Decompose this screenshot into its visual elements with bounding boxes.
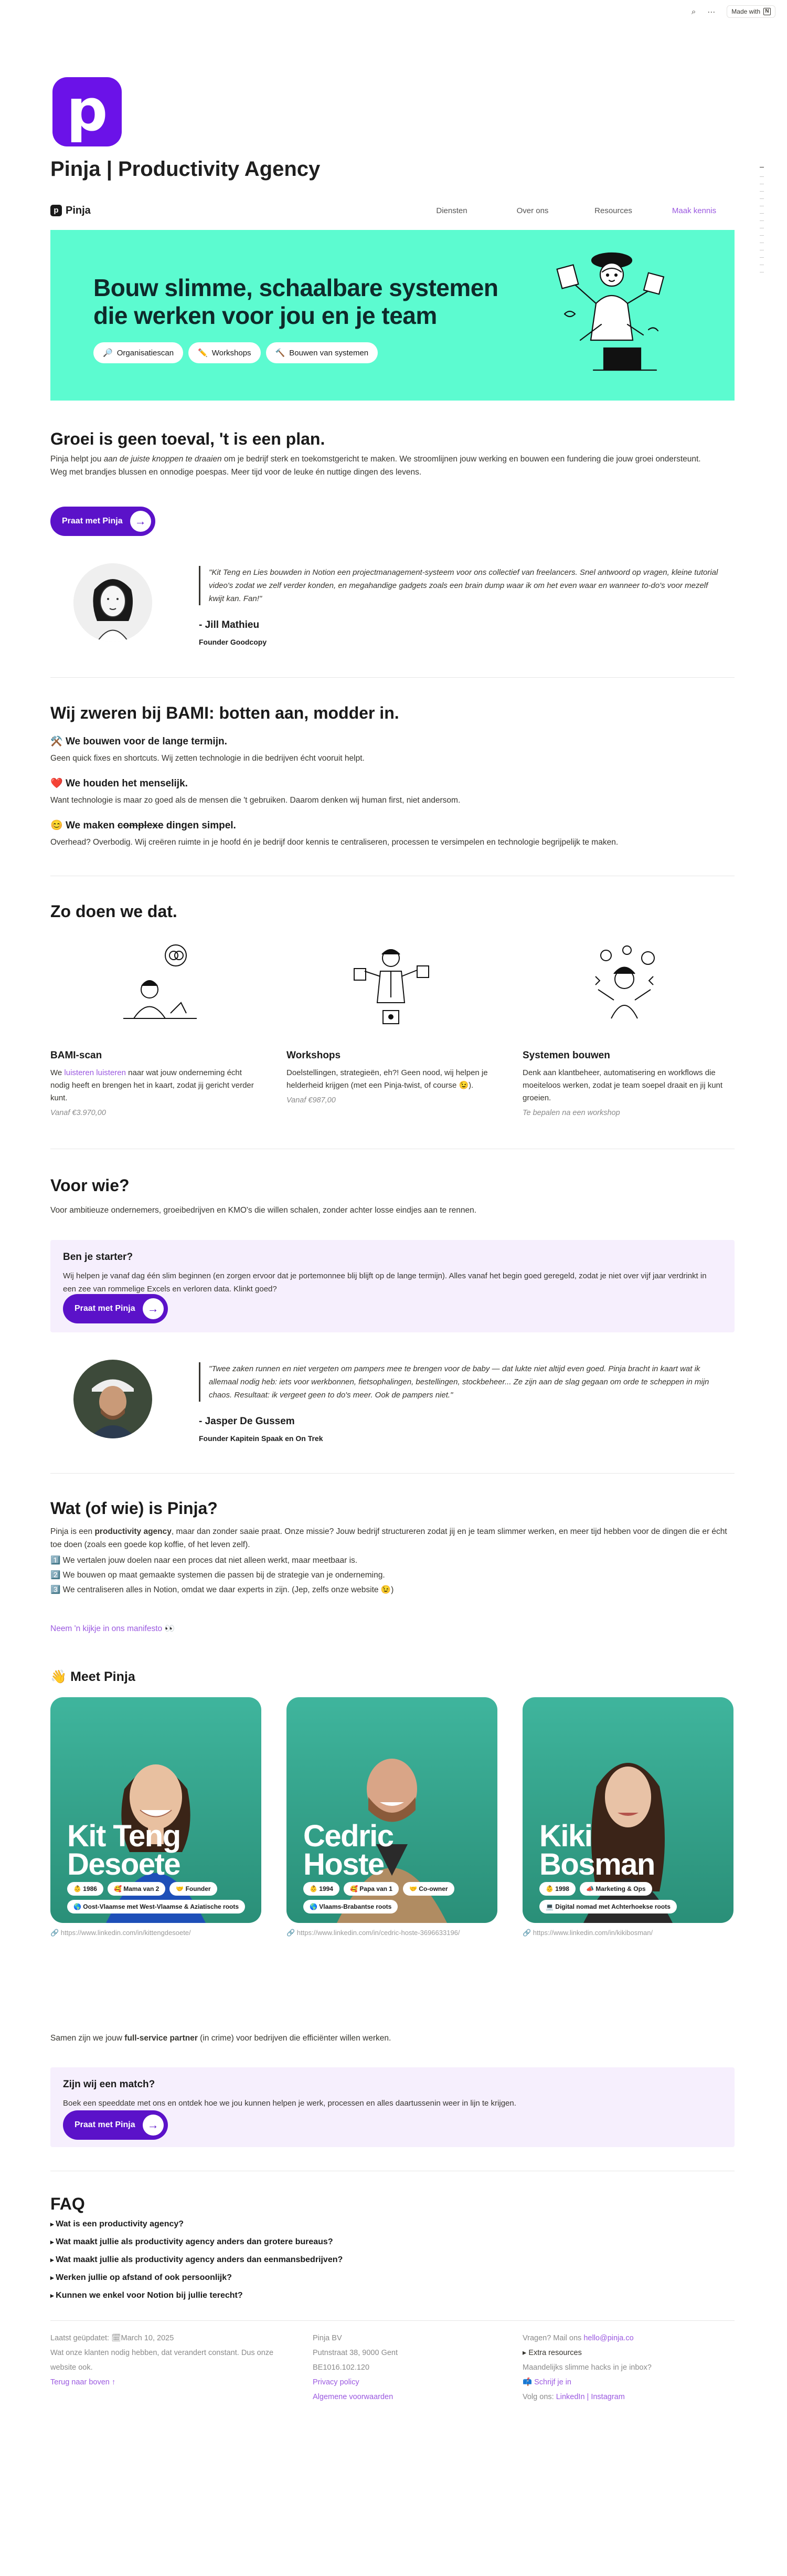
testimonial-role-1: Founder Goodcopy: [199, 638, 267, 646]
about-list-1: [50, 1554, 735, 1567]
team-card-kiki: [523, 1697, 733, 1923]
faq-title: FAQ: [50, 2194, 85, 2213]
search-icon[interactable]: ⌕: [691, 7, 696, 16]
pill-label: Workshops: [211, 348, 251, 358]
bami-item-2-heading: We houden het menselijk.: [65, 778, 188, 789]
company-vat: BE1016.102.120: [313, 2363, 370, 2372]
section-divider: [50, 677, 735, 678]
nav-item-diensten[interactable]: Diensten: [436, 206, 467, 215]
member-name: [67, 1819, 180, 1881]
follow-label: Volg ons:: [523, 2393, 556, 2401]
logo-letter: p: [66, 77, 108, 144]
service-price: Te bepalen na een workshop: [523, 1109, 620, 1117]
made-with-label: Made with: [731, 8, 760, 15]
nav-logo[interactable]: [50, 205, 91, 217]
arrow-right-icon: →: [143, 1298, 164, 1319]
mail-link[interactable]: hello@pinja.co: [583, 2334, 634, 2342]
bami-item-1-text: Geen quick fixes en shortcuts. Wij zetten technologie in die bedrijven écht vooruit helpt.: [50, 754, 365, 763]
hero-heading: [93, 274, 498, 330]
linkedin-link-kiki[interactable]: 🔗 https://www.linkedin.com/in/kikibosman/: [523, 1929, 653, 1937]
toc-marker[interactable]: [760, 213, 764, 214]
tag-family: 🥰 Mama van 2: [108, 1882, 165, 1896]
heart-icon: ❤️: [50, 778, 63, 789]
service-desc-b: naar wat jouw onderneming écht nodig heeft en brengen het in kaart, zodat jij gericht verder kunt.: [50, 1068, 254, 1102]
testimonial-name-1: - Jill Mathieu: [199, 619, 260, 630]
meet-pinja-title: 👋 Meet Pinja: [50, 1669, 135, 1684]
services-title: Zo doen we dat.: [50, 902, 177, 921]
portrait-sketch: [73, 563, 152, 642]
pill-organisatiescan[interactable]: [93, 342, 183, 363]
mail-line: [523, 2331, 732, 2346]
number-1-icon: 1️⃣: [50, 1556, 61, 1565]
praat-met-pinja-button[interactable]: [63, 1294, 168, 1323]
team-card-cedric: [286, 1697, 497, 1923]
site-navigation: [50, 198, 735, 223]
bami-item-1-title: [50, 735, 227, 748]
partner-text-a: Samen zijn we jouw: [50, 2034, 125, 2043]
hammer-icon: 🔨: [275, 349, 285, 358]
tag-roots: 💻 Digital nomad met Achterhoekse roots: [539, 1900, 677, 1913]
footer-blurb: Wat onze klanten nodig hebben, dat verandert constant. Dus onze website ook.: [50, 2349, 274, 2372]
subscribe-link[interactable]: 📫 Schrijf je in: [523, 2378, 571, 2386]
workshops-illustration: [346, 940, 441, 1034]
testimonial-role-2: Founder Kapitein Spaak en On Trek: [199, 1434, 323, 1443]
bami-item-3-heading-a: We maken: [65, 820, 118, 831]
toc-marker[interactable]: [760, 257, 764, 258]
company-address: Putnstraat 38, 9000 Gent: [313, 2349, 398, 2357]
pencil-icon: ✏️: [198, 349, 208, 358]
luisteren-link[interactable]: luisteren luisteren: [64, 1068, 126, 1077]
service-card-bami-scan[interactable]: [50, 1050, 260, 1117]
number-2-icon: 2️⃣: [50, 1571, 61, 1580]
linkedin-link-cedric[interactable]: 🔗 https://www.linkedin.com/in/cedric-hoste-3696633196/: [286, 1929, 460, 1937]
partner-text-c: (in crime) voor bedrijven die efficiënter willen werken.: [197, 2034, 391, 2043]
voor-wie-text: Voor ambitieuze ondernemers, groeibedrijven en KMO's die willen schalen, zonder achter losse eindjes aan te rennen.: [50, 1206, 477, 1215]
nav-logo-text: Pinja: [66, 204, 91, 216]
footer-col-2: [313, 2331, 502, 2404]
member-name: [303, 1819, 393, 1881]
portrait-photo: [73, 1360, 152, 1438]
intro-title: Groei is geen toeval, 't is een plan.: [50, 429, 325, 448]
faq-toggle-2[interactable]: ▸ Wat maakt jullie als productivity agency anders dan grotere bureaus?: [50, 2237, 333, 2247]
bami-item-3-heading-b: dingen simpel.: [163, 820, 236, 831]
privacy-policy-link[interactable]: Privacy policy: [313, 2378, 359, 2386]
service-card-workshops[interactable]: [286, 1050, 496, 1105]
tag-birth-year: 👶 1994: [303, 1882, 339, 1896]
hero-heading-line1: Bouw slimme, schaalbare systemen: [93, 274, 498, 301]
about-title: Wat (of wie) is Pinja?: [50, 1499, 218, 1518]
toc-marker[interactable]: [760, 198, 764, 199]
manifesto-link[interactable]: Neem 'n kijkje in ons manifesto 👀: [50, 1624, 175, 1633]
bami-item-3-text: Overhead? Overbodig. Wij creëren ruimte in je hoofd én je bedrijf door kennis te centraliseren, processen te versimpelen en technologie begrijpelijk te maken.: [50, 838, 619, 847]
bami-item-2-title: [50, 777, 188, 790]
service-price: Vanaf €3.970,00: [50, 1109, 106, 1117]
bami-item-2-text: Want technologie is maar zo goed als de mensen die 't gebruiken. Daarom denken wij human first, niet andersom.: [50, 796, 461, 805]
service-desc: Denk aan klantbeheer, automatisering en workflows die moeiteloos werken, zodat je team soepel draait en jij kunt groeien.: [523, 1068, 723, 1102]
bami-item-3-strike: complexe: [117, 820, 164, 831]
member-last-name: Desoete: [67, 1847, 180, 1881]
tag-roots: 🌎 Vlaams-Brabantse roots: [303, 1900, 398, 1913]
made-with-notion-badge[interactable]: [727, 5, 775, 18]
section-divider: [50, 1473, 735, 1474]
more-options-icon[interactable]: ···: [707, 7, 716, 16]
callout-title: Ben je starter?: [63, 1252, 133, 1263]
about-p1-c: , maar dan zonder saaie praat. Onze missie? Jouw bedrijf structureren zodat jij en je team slimmer werken, en meer tijd hebben voor de dingen die er écht toe doen (zoals een goede kop koffie, of het leven zelf).: [50, 1527, 727, 1549]
notion-logo-icon: N: [763, 8, 771, 15]
voor-wie-title: Voor wie?: [50, 1176, 130, 1195]
tag-role: 🤝 Co-owner: [403, 1882, 454, 1896]
toc-marker[interactable]: [760, 235, 764, 236]
nav-item-resources[interactable]: Resources: [594, 206, 632, 215]
intro-line2: Weg met brandjes blussen en onnodige poespas. Meer tijd voor de leuke én nuttige dingen des levens.: [50, 468, 422, 477]
faq-toggle-4[interactable]: ▸ Werken jullie op afstand of ook persoonlijk?: [50, 2273, 232, 2283]
service-desc-a: We: [50, 1068, 65, 1077]
about-list-text: We vertalen jouw doelen naar een proces dat niet alleen werkt, maar meetbaar is.: [62, 1556, 358, 1565]
tag-role: 📣 Marketing & Ops: [580, 1882, 652, 1896]
footer-col-1: [50, 2331, 292, 2390]
pill-bouwen[interactable]: [266, 342, 378, 363]
magnifier-icon: 🔎: [103, 349, 113, 358]
testimonial-quote-1: "Kit Teng en Lies bouwden in Notion een projectmanagement-systeem voor ons collectief van freelancers. Snel antwoord op vragen, kleine tutorial video's zodat we zelf verder konden, en megahandige gadgets zoals een brain dump waar ik om het even waar en wanneer to-do's voor mezelf kwijt kan. Fan!": [199, 566, 724, 605]
partner-text-bold: full-service partner: [124, 2034, 198, 2043]
smile-icon: 😊: [50, 820, 63, 831]
avatar-jasper-de-gussem: [73, 1360, 152, 1438]
faq-toggle-5[interactable]: ▸ Kunnen we enkel voor Notion bij jullie terecht?: [50, 2291, 243, 2300]
button-label: Praat met Pinja: [62, 517, 123, 525]
about-list-2: [50, 1569, 735, 1582]
service-title: Workshops: [286, 1050, 341, 1061]
arrow-right-icon: →: [143, 2115, 164, 2136]
intro-text: [50, 453, 735, 479]
pill-workshops[interactable]: [188, 342, 260, 363]
service-desc: [50, 1067, 260, 1105]
testimonial-quote-2: "Twee zaken runnen en niet vergeten om pampers mee te brengen voor de baby — dat lukte niet altijd even goed. Pinja bracht in kaart wat ik allemaal nodig heb: iets voor werkbonnen, fietsophalingen, bestellingen, stockbeheer... Ze zijn aan de slag gegaan om orde te scheppen in mijn chaos. Resultaat: ik vergeet geen to do's meer. Ook de pampers niet.": [199, 1362, 724, 1402]
toc-marker[interactable]: [760, 191, 764, 192]
intro-line1-b: om je bedrijf sterk en toekomstgericht te maken. We stroomlijnen jouw werking en bouwen een fundering die jouw groei ondersteunt.: [221, 455, 701, 464]
member-last-name: Hoste: [303, 1847, 384, 1881]
about-list-text: We bouwen op maat gemaakte systemen die passen bij de strategie van je onderneming.: [62, 1571, 385, 1580]
systemen-illustration: [580, 940, 674, 1034]
follow-line: [523, 2390, 732, 2404]
hero-banner: [50, 230, 735, 401]
nav-cta-maak-kennis[interactable]: Maak kennis: [672, 206, 717, 215]
about-list-text: We centraliseren alles in Notion, omdat we daar experts in zijn. (Jep, zelfs onze website 😉): [62, 1585, 394, 1594]
service-desc: Doelstellingen, strategieën, eh?! Geen nood, wij helpen je helderheid krijgen (met een Pinja-twist, of course 😉).: [286, 1068, 488, 1090]
bami-title: Wij zweren bij BAMI: botten aan, modder in.: [50, 703, 399, 722]
back-to-top-link[interactable]: Terug naar boven ↑: [50, 2378, 116, 2386]
company-name: Pinja BV: [313, 2334, 342, 2342]
bami-item-3-title: [50, 819, 236, 832]
tag-family: 🥰 Papa van 1: [344, 1882, 399, 1896]
bami-item-1-heading: We bouwen voor de lange termijn.: [65, 736, 227, 747]
toc-marker[interactable]: [760, 220, 764, 221]
pill-label: Organisatiescan: [116, 348, 174, 358]
member-first-name: Kiki: [539, 1819, 592, 1853]
about-list-3: [50, 1583, 735, 1596]
tag-role: 🤝 Founder: [169, 1882, 217, 1896]
service-title: Systemen bouwen: [523, 1050, 610, 1061]
tag-birth-year: 👶 1998: [539, 1882, 576, 1896]
callout-text: Wij helpen je vanaf dag één slim beginnen (en zorgen ervoor dat je portemonnee blij blijft op de lange termijn). Alles vanaf het begin goed geregeld, zodat je niet over vijf jaar verdrinkt in een zee van rommelige Excels en verloren data. Klinkt goed?: [63, 1271, 707, 1294]
section-divider: [50, 2320, 735, 2321]
mail-label: Vragen? Mail ons: [523, 2334, 584, 2342]
nav-logo-icon: p: [50, 205, 62, 216]
nav-item-over-ons[interactable]: Over ons: [516, 206, 549, 215]
praat-met-pinja-button[interactable]: [63, 2110, 168, 2140]
testimonial-name-2: - Jasper De Gussem: [199, 1416, 295, 1427]
about-p1-bold: productivity agency: [94, 1527, 172, 1536]
hero-illustration: [544, 246, 669, 387]
member-first-name: Cedric: [303, 1819, 393, 1853]
intro-line1-a: Pinja helpt jou: [50, 455, 104, 464]
pill-label: Bouwen van systemen: [289, 348, 369, 358]
faq-toggle-3[interactable]: ▸ Wat maakt jullie als productivity agency anders dan eenmansbedrijven?: [50, 2255, 343, 2265]
service-price: Vanaf €987,00: [286, 1096, 336, 1105]
hammer-pick-icon: ⚒️: [50, 736, 63, 747]
faq-toggle-1[interactable]: ▸ Wat is een productivity agency?: [50, 2220, 184, 2229]
team-card-kit-teng: [50, 1697, 261, 1923]
tag-birth-year: 👶 1986: [67, 1882, 103, 1896]
linkedin-link-kit-teng[interactable]: 🔗 https://www.linkedin.com/in/kittengdesoete/: [50, 1929, 191, 1937]
newsletter-prompt: Maandelijks slimme hacks in je inbox?: [523, 2363, 652, 2372]
last-updated: Laatst geüpdatet: 🗓March 10, 2025: [50, 2334, 174, 2342]
partner-text: [50, 2032, 735, 2045]
about-intro: [50, 1525, 735, 1551]
about-p1-a: Pinja is een: [50, 1527, 95, 1536]
button-label: Praat met Pinja: [75, 2120, 135, 2129]
bami-scan-illustration: [113, 940, 207, 1034]
intro-line1-em: aan de juiste knoppen te draaien: [103, 455, 222, 464]
page-title: Pinja | Productivity Agency: [50, 157, 321, 181]
hero-heading-line2: die werken voor jou en je team: [93, 302, 437, 329]
top-bar: [0, 0, 787, 23]
service-title: BAMI-scan: [50, 1050, 102, 1061]
callout-text: Boek een speeddate met ons en ontdek hoe we jou kunnen helpen je werk, processen en alles daartussenin weer in lijn te krijgen.: [63, 2099, 516, 2108]
member-name: [539, 1819, 655, 1881]
callout-title: Zijn wij een match?: [63, 2079, 155, 2090]
toc-marker[interactable]: [760, 176, 764, 177]
extra-resources-label: Extra resources: [528, 2349, 582, 2357]
number-3-icon: 3️⃣: [50, 1585, 61, 1594]
member-last-name: Bosman: [539, 1847, 655, 1881]
service-card-systemen[interactable]: [523, 1050, 732, 1117]
extra-resources-toggle[interactable]: ▸ Extra resources: [523, 2349, 582, 2357]
button-label: Praat met Pinja: [75, 1304, 135, 1313]
page-logo: [52, 77, 122, 146]
footer-col-3: [523, 2331, 732, 2404]
social-links[interactable]: LinkedIn | Instagram: [556, 2393, 625, 2401]
terms-link[interactable]: Algemene voorwaarden: [313, 2393, 393, 2401]
tag-roots: 🌎 Oost-Vlaamse met West-Vlaamse & Aziatische roots: [67, 1900, 245, 1913]
praat-met-pinja-button[interactable]: [50, 507, 155, 536]
avatar-jill-mathieu: [73, 563, 152, 642]
member-first-name: Kit Teng: [67, 1819, 180, 1853]
arrow-right-icon: →: [130, 511, 151, 532]
